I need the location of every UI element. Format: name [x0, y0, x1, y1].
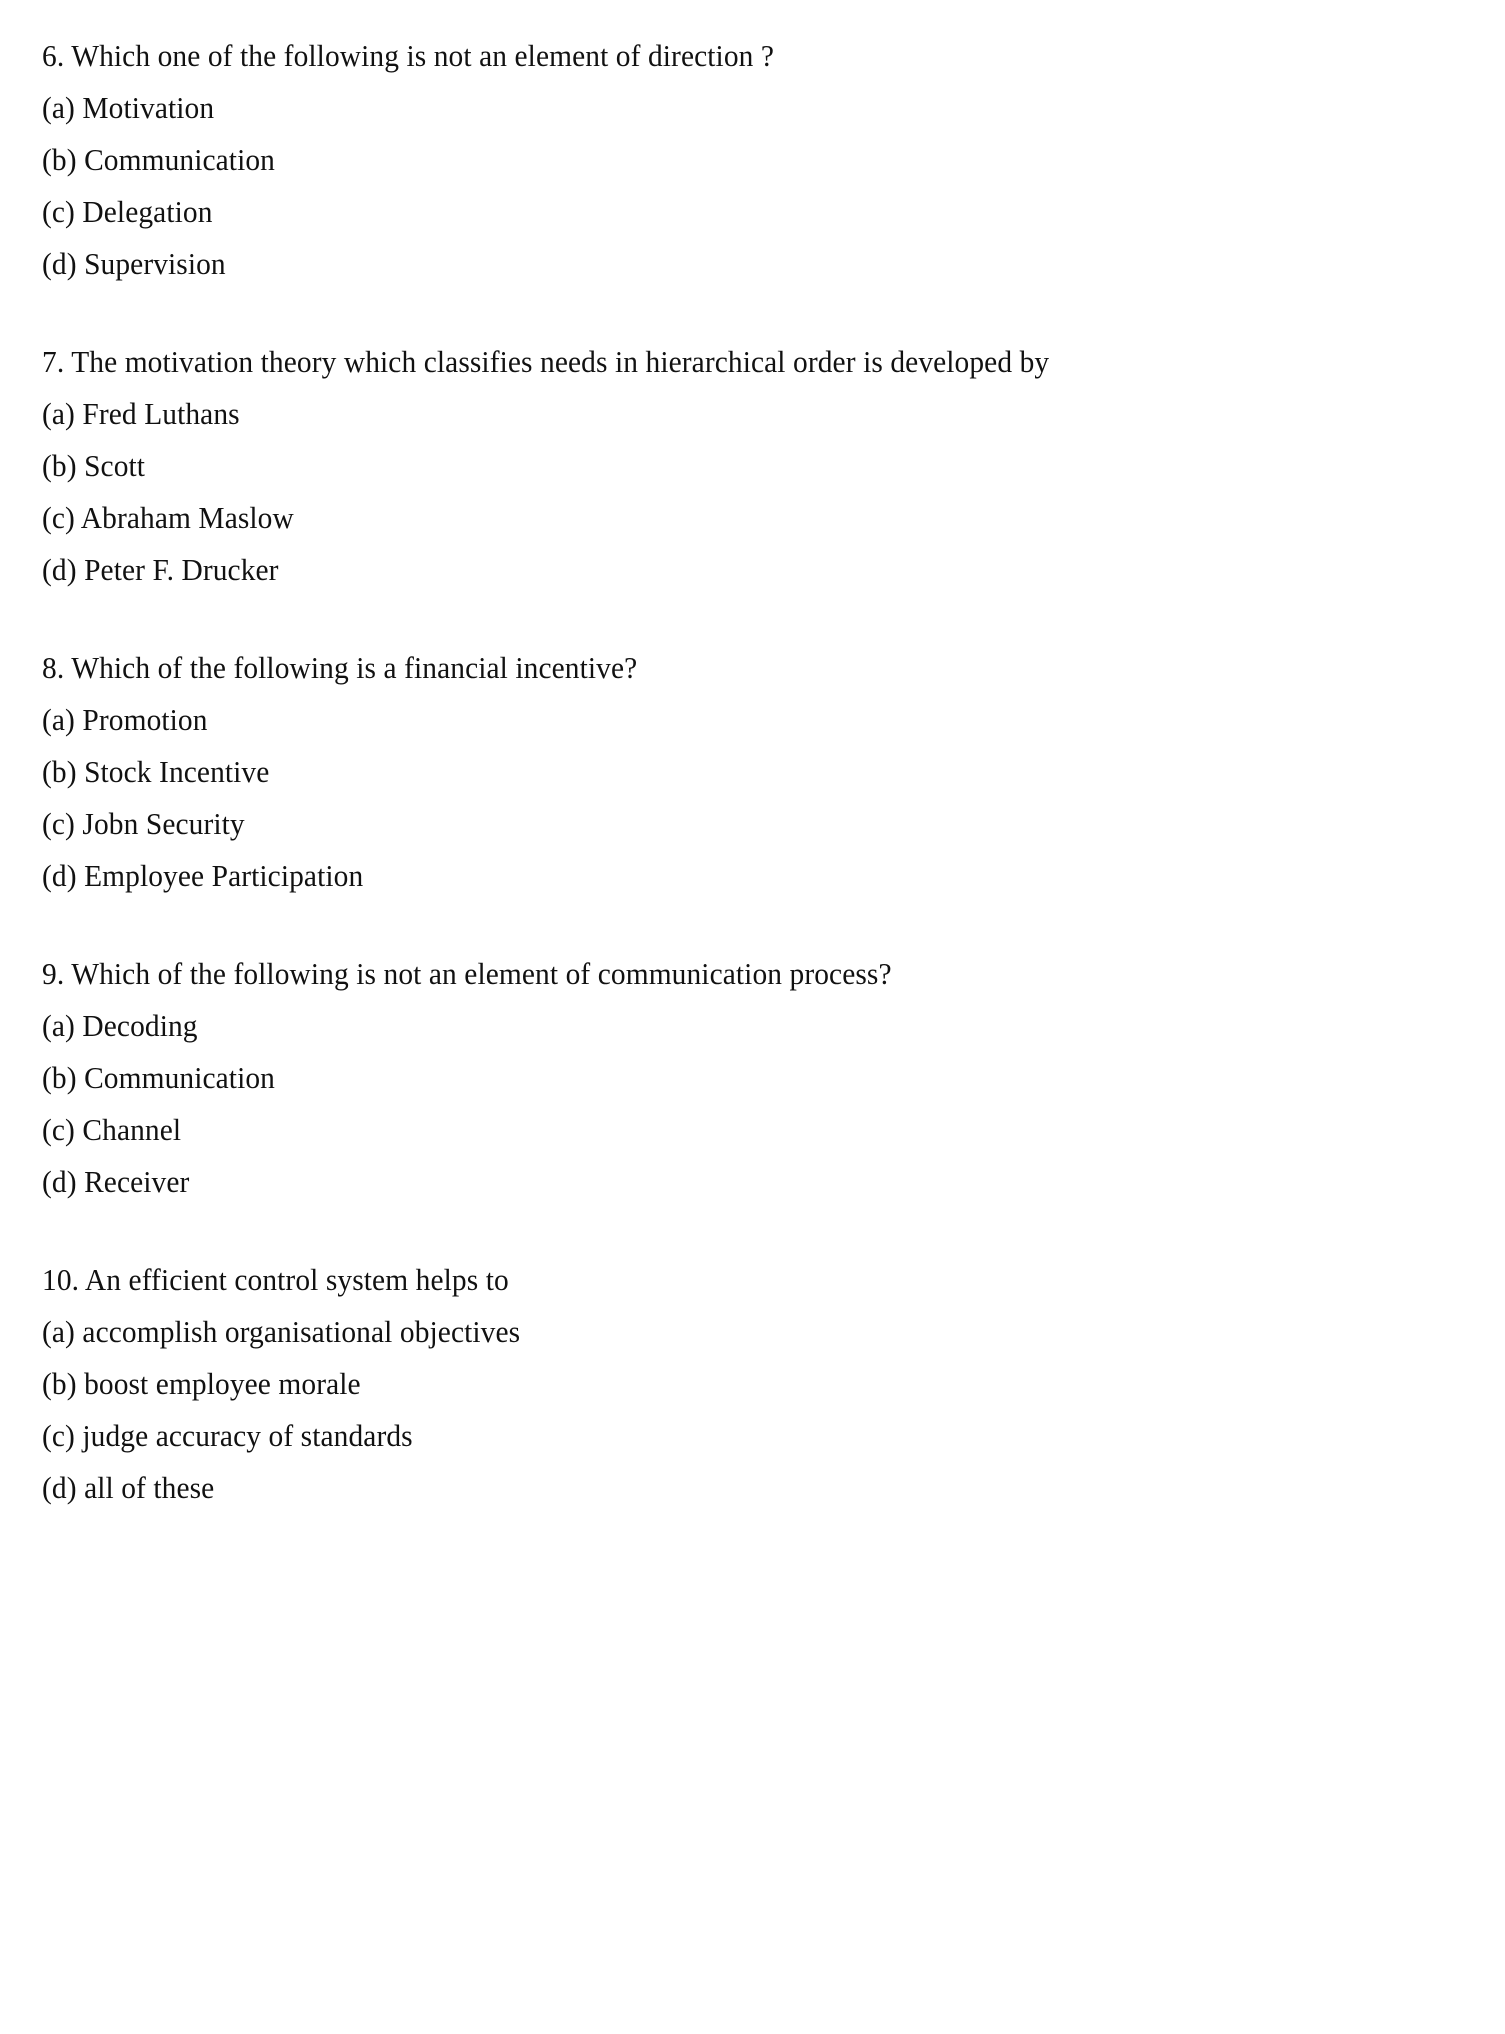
question-block-6: [42, 30, 1465, 290]
option-6-d[interactable]: (d) Supervision: [42, 247, 226, 281]
questions-container: [42, 30, 1465, 1514]
question-block-10: [42, 1254, 1465, 1514]
option-10-a[interactable]: (a) accomplish organisational objectives: [42, 1315, 521, 1349]
option-9-d[interactable]: (d) Receiver: [42, 1165, 190, 1199]
question-block-7: [42, 336, 1465, 596]
option-9-a[interactable]: (a) Decoding: [42, 1009, 198, 1043]
option-10-b[interactable]: (b) boost employee morale: [42, 1367, 361, 1401]
option-6-c[interactable]: (c) Delegation: [42, 195, 213, 229]
option-8-b[interactable]: (b) Stock Incentive: [42, 755, 270, 789]
question-block-8: [42, 642, 1465, 902]
option-9-b[interactable]: (b) Communication: [42, 1061, 275, 1095]
option-8-d[interactable]: (d) Employee Participation: [42, 859, 364, 893]
question-block-9: [42, 948, 1465, 1208]
option-7-a[interactable]: (a) Fred Luthans: [42, 397, 240, 431]
question-text-8: 8. Which of the following is a financial incentive?: [42, 651, 638, 685]
option-8-a[interactable]: (a) Promotion: [42, 703, 208, 737]
option-8-c[interactable]: (c) Jobn Security: [42, 807, 245, 841]
option-7-d[interactable]: (d) Peter F. Drucker: [42, 553, 279, 587]
question-text-6: 6. Which one of the following is not an element of direction ?: [42, 39, 775, 73]
question-text-9: 9. Which of the following is not an element of communication process?: [42, 957, 892, 991]
option-9-c[interactable]: (c) Channel: [42, 1113, 182, 1147]
option-10-c[interactable]: (c) judge accuracy of standards: [42, 1419, 413, 1453]
option-6-b[interactable]: (b) Communication: [42, 143, 275, 177]
option-6-a[interactable]: (a) Motivation: [42, 91, 215, 125]
option-10-d[interactable]: (d) all of these: [42, 1471, 215, 1505]
option-7-b[interactable]: (b) Scott: [42, 449, 146, 483]
question-text-7: 7. The motivation theory which classifies needs in hierarchical order is developed by: [42, 345, 1050, 379]
question-text-10: 10. An efficient control system helps to: [42, 1263, 509, 1297]
option-7-c[interactable]: (c) Abraham Maslow: [42, 501, 294, 535]
